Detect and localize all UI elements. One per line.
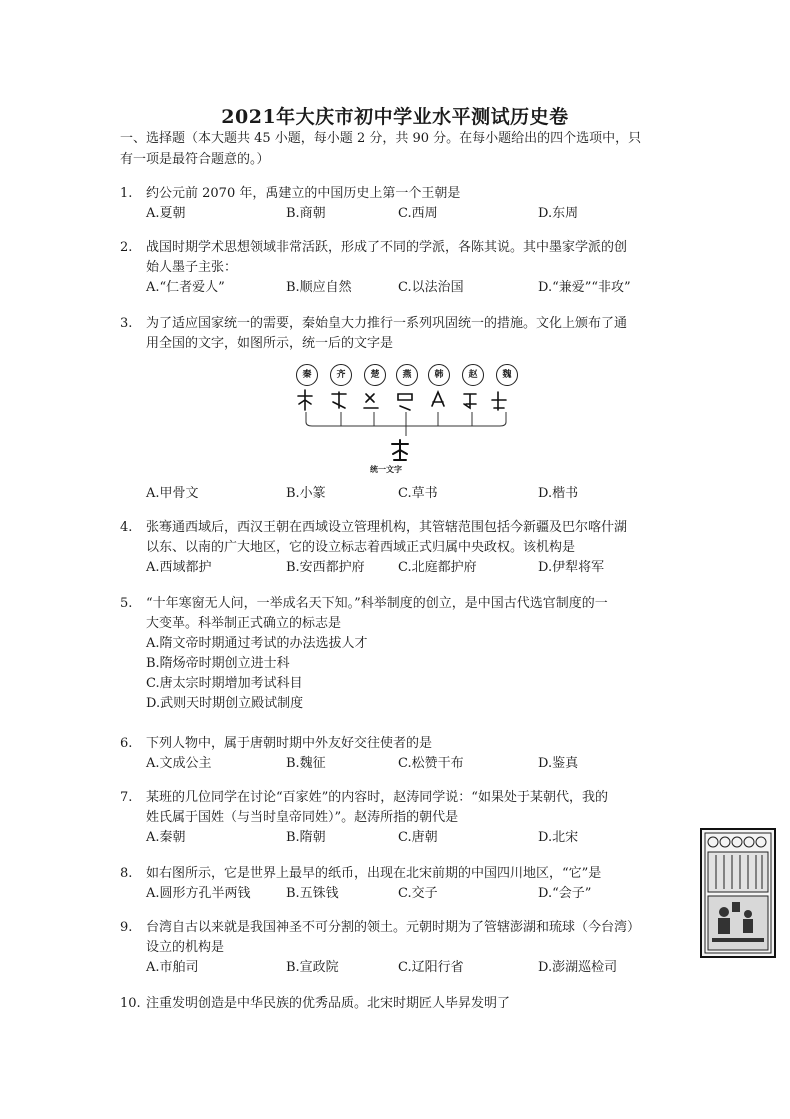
question-3: 3. 为了适应国家统一的需要，秦始皇大力推行一系列巩固统一的措施。文化上颁布了通 用全国的文字，如图所示，统一后的文字是 xyxy=(120,316,628,351)
script-glyph-han xyxy=(432,392,444,406)
question-3-options-wrap xyxy=(120,484,676,504)
option-c[interactable]: C.唐太宗时期增加考试科目 xyxy=(146,676,303,691)
ancient-scripts xyxy=(288,382,524,442)
script-glyph-wei xyxy=(492,392,506,410)
option-a[interactable]: A.文成公主 xyxy=(146,756,212,771)
option-b[interactable]: B.隋朝 xyxy=(286,830,326,845)
question-6: 6. 下列人物中，属于唐朝时期中外友好交往使者的是 A.文成公主 B.魏征 C.松赞干布 D.鉴真 xyxy=(120,734,676,774)
unified-script-figure xyxy=(288,360,524,480)
question-7: 7. 某班的几位同学在讨论“百家姓”的内容时，赵涛同学说：“如果处于某朝代，我的 姓氏属于国姓（与当时皇帝同姓）”。赵涛所指的朝代是 A.秦朝 B.隋朝 C.唐朝 D.北宋 xyxy=(120,788,676,848)
script-glyph-qin xyxy=(298,390,312,410)
script-glyph-yan xyxy=(398,394,412,410)
exam-title: 2021年大庆市初中学业水平测试历史卷 xyxy=(221,106,569,128)
section-heading: 一、选择题（本大题共 45 小题，每小题 2 分，共 90 分。在每小题给出的四个选项中，只 有一项是最符合题意的。） xyxy=(120,131,642,167)
option-d[interactable]: D.武则天时期创立殿试制度 xyxy=(146,696,304,711)
option-c[interactable]: C.草书 xyxy=(398,486,438,501)
question-10: 10. 注重发明创造是中华民族的优秀品质。北宋时期匠人毕昇发明了 xyxy=(120,996,511,1011)
question-4: 4. 张骞通西域后，西汉王朝在西域设立管理机构，其管辖范围包括今新疆及巴尔喀什湖 以东、以南的广大地区，它的设立标志着西域正式归属中央政权。该机构是 A.西域都护 B.安西都护府 C.北庭都护府 D.伊犁将军 xyxy=(120,518,676,578)
question-8: 8. 如右图所示，它是世界上最早的纸币，出现在北宋前期的中国四川地区，“它”是 A.圆形方孔半两钱 B.五铢钱 C.交子 D.“会子” xyxy=(120,864,676,904)
option-b[interactable]: B.商朝 xyxy=(286,206,326,221)
option-b[interactable]: B.魏征 xyxy=(286,756,326,771)
question-2: 2. 战国时期学术思想领域非常活跃，形成了不同的学派，各陈其说。其中墨家学派的创 始人墨子主张： A.“仁者爱人” B.顺应自然 C.以法治国 D.“兼爱”“非攻” xyxy=(120,238,676,298)
option-a[interactable]: A.夏朝 xyxy=(146,206,186,221)
option-a[interactable]: A.隋文帝时期通过考试的办法选拔人才 xyxy=(146,636,368,651)
option-a[interactable]: A.市舶司 xyxy=(146,960,199,975)
option-c[interactable]: C.松赞干布 xyxy=(398,756,464,771)
question-8-options xyxy=(146,884,676,904)
state-seal-yan: 燕 xyxy=(396,364,418,386)
option-c[interactable]: C.西周 xyxy=(398,206,438,221)
option-d[interactable]: D.澎湖巡检司 xyxy=(538,960,618,975)
state-seal-wei: 魏 xyxy=(496,364,518,386)
option-d[interactable]: D.楷书 xyxy=(538,486,579,501)
option-d[interactable]: D.鉴真 xyxy=(538,756,579,771)
option-a[interactable]: A.甲骨文 xyxy=(146,486,199,501)
question-6-options xyxy=(146,754,676,774)
unified-glyph-icon xyxy=(388,438,412,462)
figure-caption: 统一文字 xyxy=(370,464,402,474)
option-d[interactable]: D.“兼爱”“非攻” xyxy=(538,280,631,295)
option-b[interactable]: B.安西都护府 xyxy=(286,560,365,575)
option-d[interactable]: D.东周 xyxy=(538,206,579,221)
unified-glyph xyxy=(388,438,412,467)
option-b[interactable]: B.隋炀帝时期创立进士科 xyxy=(146,656,290,671)
question-7-options xyxy=(146,828,676,848)
question-3-options xyxy=(146,484,676,504)
option-b[interactable]: B.小篆 xyxy=(286,486,326,501)
option-a[interactable]: A.西域都护 xyxy=(146,560,212,575)
state-seal-qin: 秦 xyxy=(296,364,318,386)
option-b[interactable]: B.五铢钱 xyxy=(286,886,339,901)
question-9: 9. 台湾自古以来就是我国神圣不可分割的领土。元朝时期为了管辖澎湖和琉球（今台湾） 设立的机构是 A.市舶司 B.宣政院 C.辽阳行省 D.澎湖巡检司 xyxy=(120,918,676,978)
state-seal-qi: 齐 xyxy=(330,364,352,386)
state-seal-zhao: 赵 xyxy=(462,364,484,386)
option-b[interactable]: B.宣政院 xyxy=(286,960,339,975)
question-1-options xyxy=(146,204,676,224)
question-9-options xyxy=(146,958,676,978)
question-5: 5. “十年寒窗无人问，一举成名天下知。”科举制度的创立，是中国古代选官制度的一 大变革。科举制正式确立的标志是 A.隋文帝时期通过考试的办法选拔人才 B.隋炀帝时期创立进士科 C.唐太宗时期增加考试科目 D.武则天时期创立殿试制度 xyxy=(120,594,676,714)
script-glyph-zhao xyxy=(464,394,476,408)
option-a[interactable]: A.“仁者爱人” xyxy=(146,280,225,295)
option-c[interactable]: C.以法治国 xyxy=(398,280,464,295)
option-d[interactable]: D.伊犁将军 xyxy=(538,560,605,575)
option-a[interactable]: A.圆形方孔半两钱 xyxy=(146,886,251,901)
option-c[interactable]: C.唐朝 xyxy=(398,830,438,845)
question-2-options xyxy=(146,278,676,298)
jiaozi-banknote-image xyxy=(700,828,776,958)
question-4-options xyxy=(146,558,676,578)
option-d[interactable]: D.“会子” xyxy=(538,886,592,901)
option-c[interactable]: C.北庭都护府 xyxy=(398,560,477,575)
state-seal-han: 韩 xyxy=(428,364,450,386)
script-glyph-chu xyxy=(364,394,378,408)
option-a[interactable]: A.秦朝 xyxy=(146,830,186,845)
banknote-illustration xyxy=(700,828,776,958)
option-c[interactable]: C.交子 xyxy=(398,886,438,901)
option-c[interactable]: C.辽阳行省 xyxy=(398,960,464,975)
state-seal-chu: 楚 xyxy=(364,364,386,386)
option-d[interactable]: D.北宋 xyxy=(538,830,579,845)
option-b[interactable]: B.顺应自然 xyxy=(286,280,352,295)
question-1: 1. 约公元前 2070 年，禹建立的中国历史上第一个王朝是 A.夏朝 B.商朝 C.西周 D.东周 xyxy=(120,184,676,224)
script-glyph-qi xyxy=(332,392,346,408)
